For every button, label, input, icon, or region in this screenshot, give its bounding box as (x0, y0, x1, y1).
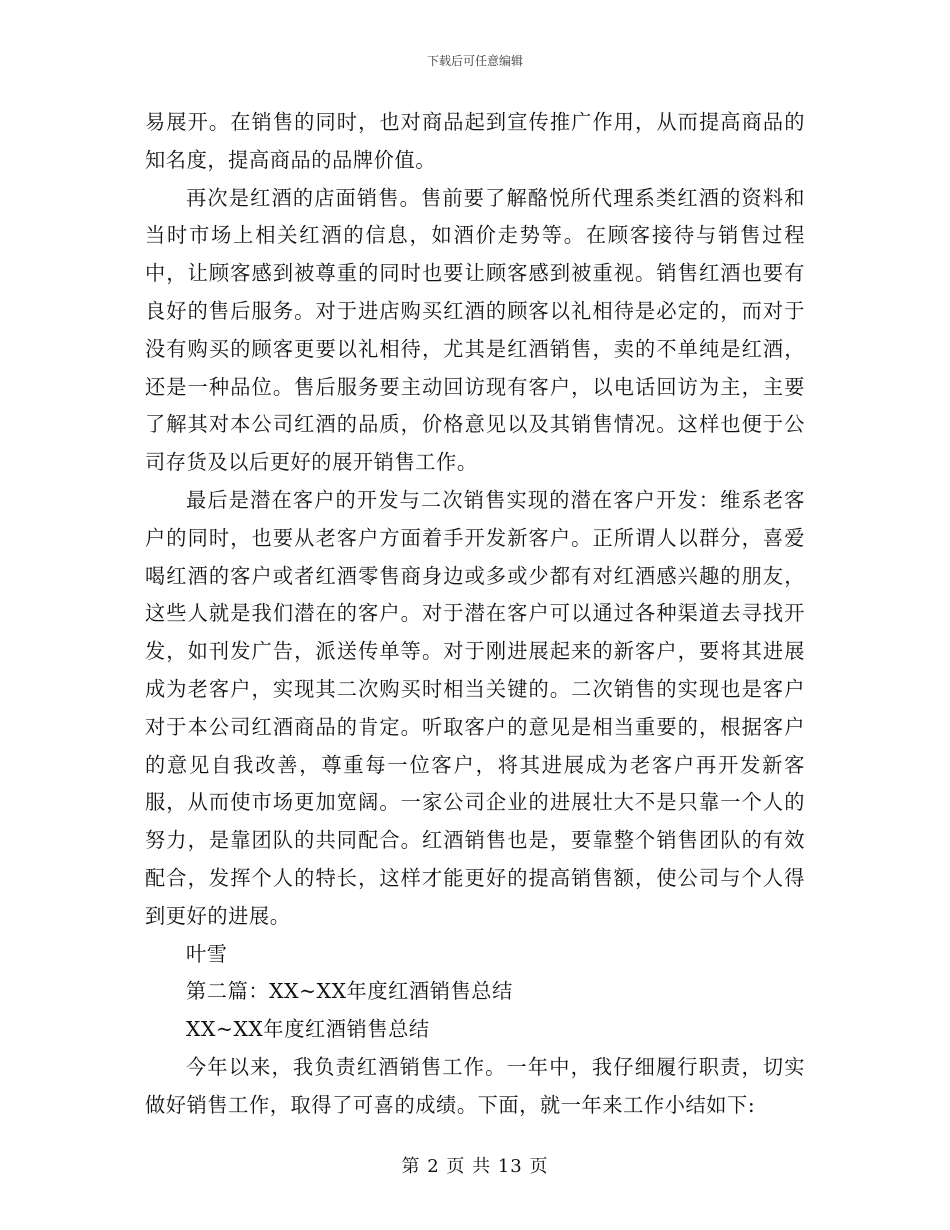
paragraph-store-sales: 再次是红酒的店面销售。售前要了解酪悦所代理系类红酒的资料和当时市场上相关红酒的信息，如酒价走势等。在顾客接待与销售过程中，让顾客感到被尊重的同时也要让顾客感到被重视。销售红酒也要有良好的售后服务。对于进店购买红酒的顾客以礼相待是必定的，而对于没有购买的顾客更要以礼相待，尤其是红酒销售，卖的不单纯是红酒，还是一种品位。售后服务要主动回访现有客户，以电话回访为主，主要了解其对本公司红酒的品质，价格意见以及其销售情况。这样也便于公司存货及以后更好的展开销售工作。 (145, 185, 805, 475)
paragraph-intro: 今年以来，我负责红酒销售工作。一年中，我仔细履行职责，切实做好销售工作，取得了可喜的成绩。下面，就一年来工作小结如下: (145, 1054, 805, 1117)
page-footer: 第 2 页 共 13 页 (401, 1156, 549, 1177)
page-header: 下载后可任意编辑 (426, 54, 523, 68)
document-title: XX~XX年度红酒销售总结 (186, 1017, 430, 1042)
paragraph-continuation: 易展开。在销售的同时，也对商品起到宣传推广作用，从而提高商品的知名度，提高商品的品牌价值。 (145, 110, 805, 172)
document-body (145, 104, 805, 1125)
paragraph-potential-customers: 最后是潜在客户的开发与二次销售实现的潜在客户开发：维系老客户的同时，也要从老客户方面着手开发新客户。正所谓人以群分，喜爱喝红酒的客户或者红酒零售商身边或多或少都有对红酒感兴趣的朋友，这些人就是我们潜在的客户。对于潜在客户可以通过各种渠道去寻找开发，如刊发广告，派送传单等。对于刚进展起来的新客户，要将其进展成为老客户，实现其二次购买时相当关键的。二次销售的实现也是客户对于本公司红酒商品的肯定。听取客户的意见是相当重要的，根据客户的意见自我改善，尊重每一位客户，将其进展成为老客户再开发新客服，从而使市场更加宽阔。一家公司企业的进展壮大不是只靠一个人的努力，是靠团队的共同配合。红酒销售也是，要靠整个销售团队的有效配合，发挥个人的特长，这样才能更好的提高销售额，使公司与个人得到更好的进展。 (145, 487, 805, 928)
section-heading: 第二篇：XX~XX年度红酒销售总结 (186, 979, 513, 1004)
author-signature: 叶雪 (186, 941, 228, 966)
